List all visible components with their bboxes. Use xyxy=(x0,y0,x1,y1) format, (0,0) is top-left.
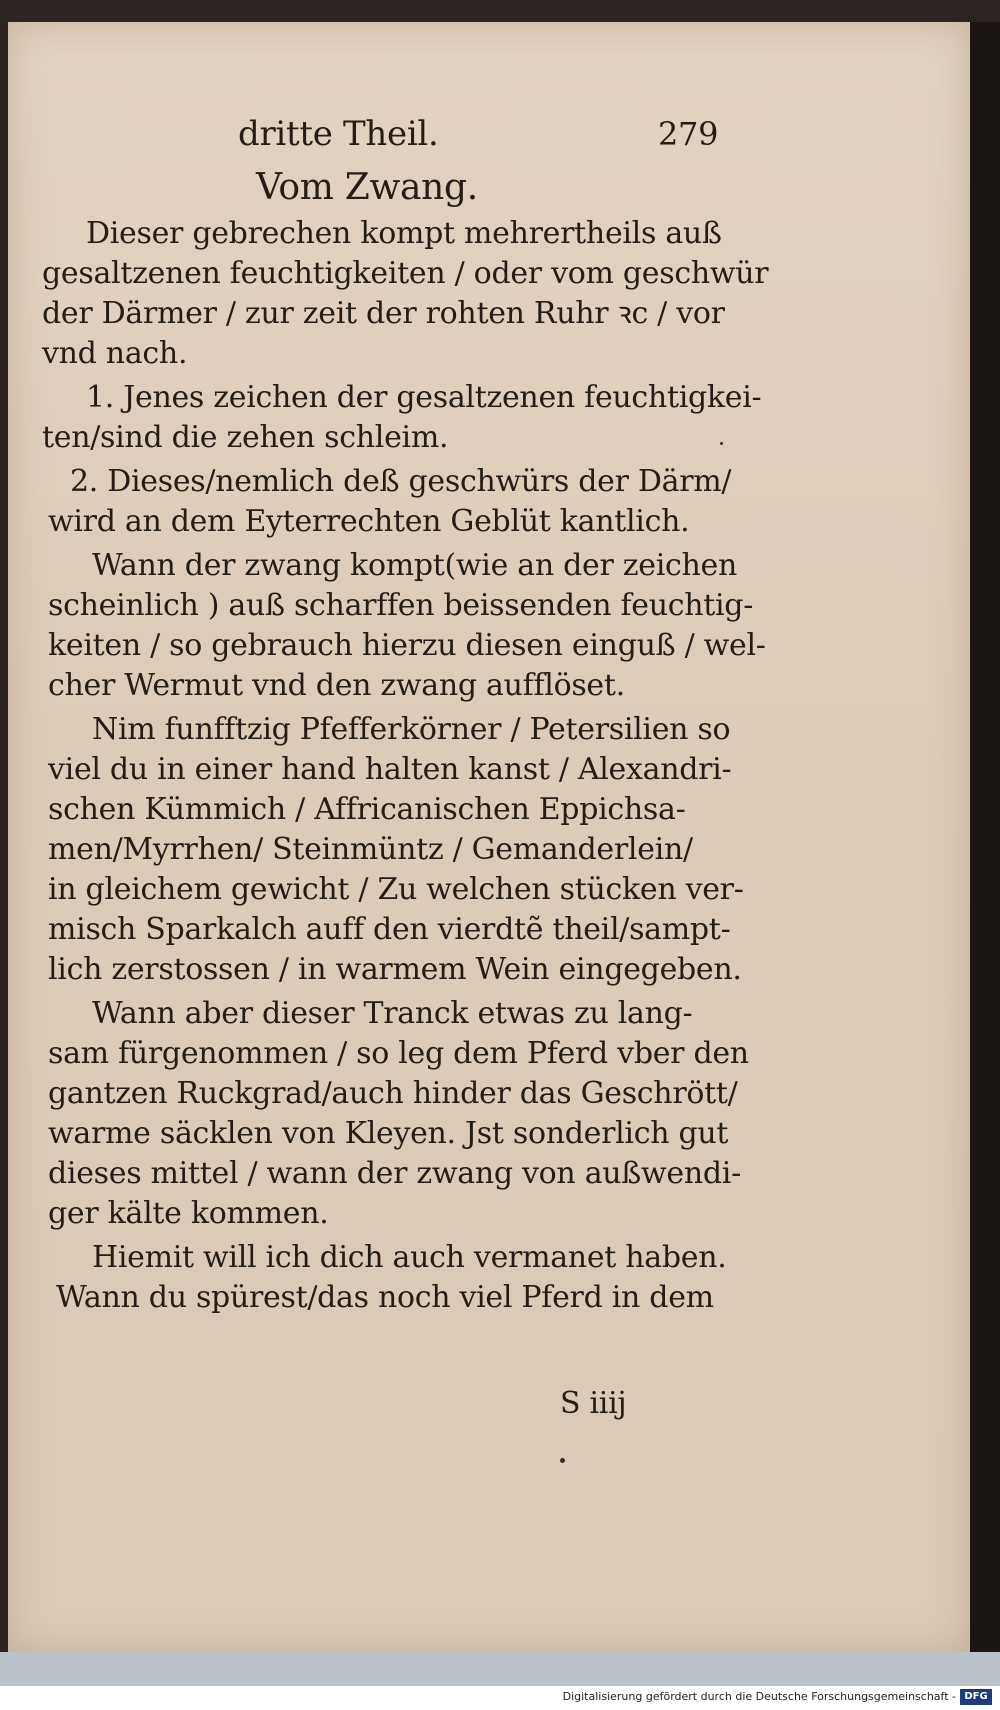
body-line: gesaltzenen feuchtigkeiten / oder vom geschwür xyxy=(42,256,769,291)
body-line: Wann aber dieser Tranck etwas zu lang- xyxy=(92,996,693,1031)
body-line: cher Wermut vnd den zwang aufflöset. xyxy=(48,668,625,703)
book-page xyxy=(8,22,970,1652)
body-line: dieses mittel / wann der zwang von außwendi- xyxy=(48,1156,741,1191)
body-line: Nim funfftzig Pfefferkörner / Petersilien so xyxy=(92,712,731,747)
body-line: 1. Jenes zeichen der gesaltzenen feuchtigkei- xyxy=(86,380,762,415)
ink-speck xyxy=(720,442,723,445)
body-line: misch Sparkalch auff den vierdtẽ theil/sampt- xyxy=(48,912,731,947)
dfg-logo: DFG xyxy=(960,1689,992,1705)
body-line: Dieser gebrechen kompt mehrertheils auß xyxy=(86,216,722,251)
scan-right-border xyxy=(970,22,1000,1652)
body-line: wird an dem Eyterrechten Geblüt kantlich. xyxy=(48,504,690,539)
body-line: in gleichem gewicht / Zu welchen stücken ver- xyxy=(48,872,744,907)
section-title: Vom Zwang. xyxy=(256,167,478,208)
scan-bottom-border xyxy=(0,1652,1000,1686)
body-line: scheinlich ) auß scharffen beissenden feuchtig- xyxy=(48,588,754,623)
body-line: Wann der zwang kompt(wie an der zeichen xyxy=(92,548,738,583)
body-line: viel du in einer hand halten kanst / Alexandri- xyxy=(48,752,732,787)
body-line: vnd nach. xyxy=(42,336,188,371)
body-line: sam fürgenommen / so leg dem Pferd vber den xyxy=(48,1036,749,1071)
body-line: ten/sind die zehen schleim. xyxy=(42,420,449,455)
body-line: gantzen Ruckgrad/auch hinder das Geschrött/ xyxy=(48,1076,738,1111)
body-line: warme säcklen von Kleyen. Jst sonderlich gut xyxy=(48,1116,729,1151)
page-number: 279 xyxy=(658,115,719,153)
body-line: 2. Dieses/nemlich deß geschwürs der Därm/ xyxy=(70,464,732,499)
running-head: dritte Theil. xyxy=(238,114,439,154)
body-line: lich zerstossen / in warmem Wein eingegeben. xyxy=(48,952,742,987)
body-line: der Därmer / zur zeit der rohten Ruhr ꝛc / vor xyxy=(42,296,725,331)
page-text xyxy=(8,22,970,1652)
body-line: Hiemit will ich dich auch vermanet haben. xyxy=(92,1240,727,1275)
body-line: keiten / so gebrauch hierzu diesen einguß / wel- xyxy=(48,628,766,663)
body-line: ger kälte kommen. xyxy=(48,1196,329,1231)
scan-top-border xyxy=(0,0,1000,22)
body-line: schen Kümmich / Affricanischen Eppichsa- xyxy=(48,792,686,827)
footer-bar xyxy=(0,1686,1000,1710)
body-line: men/Myrrhen/ Steinmüntz / Gemanderlein/ xyxy=(48,832,693,867)
footer-credit: Digitalisierung gefördert durch die Deutsche Forschungsgemeinschaft - xyxy=(562,1690,956,1703)
signature-mark: S iiij xyxy=(560,1386,627,1421)
body-line: Wann du spürest/das noch viel Pferd in dem xyxy=(56,1280,714,1315)
ink-speck xyxy=(560,1458,565,1463)
